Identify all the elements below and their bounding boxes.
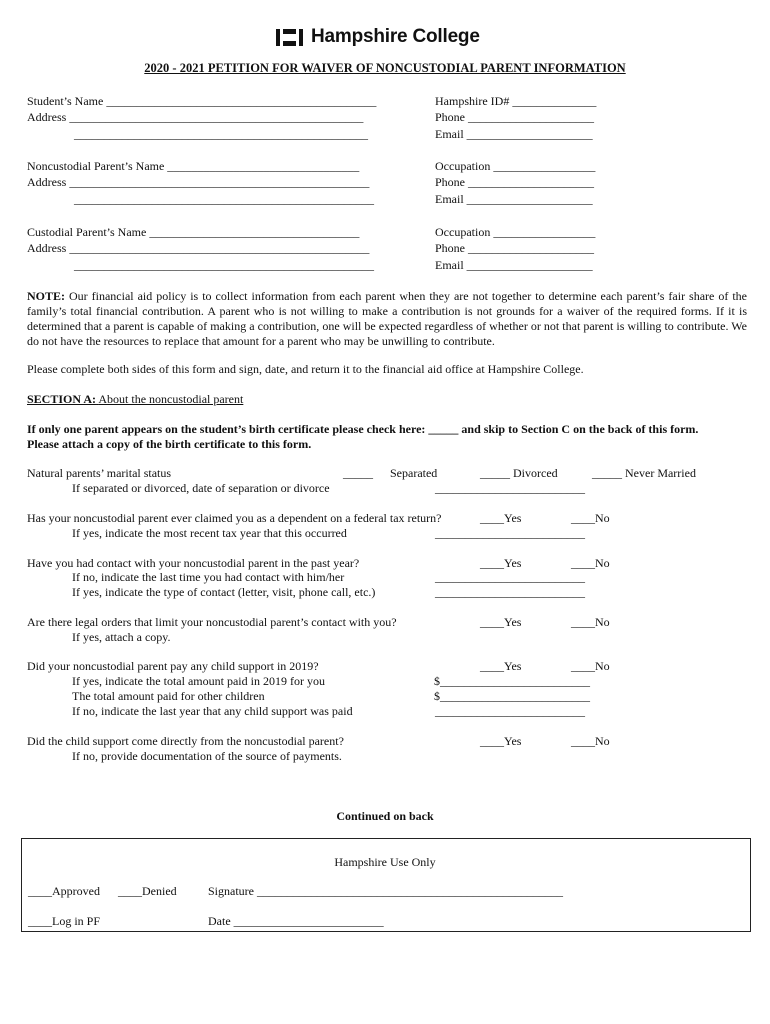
marital-status-question: Natural parents’ marital status <box>27 466 172 480</box>
noncustodial-address-line2[interactable]: __________________________________________________ <box>74 192 374 206</box>
student-address-line2[interactable]: _________________________________________________ <box>74 127 368 141</box>
child-support-question: Did your noncustodial parent pay any child support in 2019? <box>27 659 319 673</box>
marital-separated-blank[interactable]: _____ <box>343 466 373 480</box>
section-a-label: SECTION A: <box>27 392 97 406</box>
instructions-text: Please complete both sides of this form and sign, date, and return it to the financial aid office at Hampshire College. <box>27 362 584 376</box>
noncustodial-name-field[interactable]: Noncustodial Parent’s Name ________________________________ <box>27 159 360 173</box>
support-no-option[interactable]: ____No <box>571 659 610 673</box>
custodial-address-field[interactable]: Address __________________________________________________ <box>27 241 370 255</box>
support-amount-others-label: The total amount paid for other children <box>72 689 265 703</box>
log-in-pf-checkbox[interactable]: ____Log in PF <box>28 914 101 928</box>
last-contact-label: If no, indicate the last time you had contact with him/her <box>72 570 345 584</box>
approved-checkbox[interactable]: ____Approved <box>28 884 100 898</box>
section-a-heading <box>27 392 243 407</box>
support-amount-you-label: If yes, indicate the total amount paid in 2019 for you <box>72 674 325 688</box>
birth-certificate-note: Please attach a copy of the birth certificate to this form. <box>27 437 312 451</box>
legal-orders-question: Are there legal orders that limit your noncustodial parent’s contact with you? <box>27 615 397 629</box>
contact-question: Have you had contact with your noncustodial parent in the past year? <box>27 556 360 570</box>
custodial-name-field[interactable]: Custodial Parent’s Name ___________________________________ <box>27 225 360 239</box>
date-field[interactable]: Date _________________________ <box>208 914 384 928</box>
noncustodial-phone-field[interactable]: Phone _____________________ <box>435 175 594 189</box>
college-name: Hampshire College <box>311 26 480 47</box>
dependent-question: Has your noncustodial parent ever claimed you as a dependent on a federal tax return? <box>27 511 442 525</box>
support-amount-others-field[interactable]: $_________________________ <box>434 689 590 703</box>
college-logo-icon <box>276 29 303 46</box>
noncustodial-occupation-field[interactable]: Occupation _________________ <box>435 159 596 173</box>
last-support-year-label: If no, indicate the last year that any child support was paid <box>72 704 353 718</box>
student-phone-field[interactable]: Phone _____________________ <box>435 110 594 124</box>
tax-year-field[interactable]: _________________________ <box>435 526 585 540</box>
dependent-no-option[interactable]: ____No <box>571 511 610 525</box>
student-address-field[interactable]: Address _________________________________________________ <box>27 110 364 124</box>
birth-certificate-checkbox-line[interactable]: If only one parent appears on the student’s birth certificate please check here: _____ and skip to Section C on the back of this form. <box>27 422 699 436</box>
office-use-title: Hampshire Use Only <box>334 855 436 869</box>
support-yes-option[interactable]: ____Yes <box>480 659 522 673</box>
support-amount-you-field[interactable]: $_________________________ <box>434 674 590 688</box>
signature-field[interactable]: Signature ___________________________________________________ <box>208 884 563 898</box>
form-title: 2020 - 2021 PETITION FOR WAIVER OF NONCUSTODIAL PARENT INFORMATION <box>144 61 626 75</box>
legal-yes-option[interactable]: ____Yes <box>480 615 522 629</box>
note-text: Our financial aid policy is to collect information from each parent when they are not together to determine each parent’s fair share of the family’s total financial contribution. A parent who is not willing to make a contribution is not grounds for a waiver of the required forms. If it is determined that a parent is capable of making a contribution, one will be expected regardless of whether or not that parent is willing to contribute. We do not have the resources to replace that amount for a parent who may be unwilling to contribute. <box>27 289 747 348</box>
custodial-email-field[interactable]: Email _____________________ <box>435 258 593 272</box>
legal-attach-note: If yes, attach a copy. <box>72 630 171 644</box>
continued-on-back: Continued on back <box>336 809 434 823</box>
last-contact-field[interactable]: _________________________ <box>435 570 585 584</box>
dependent-yes-option[interactable]: ____Yes <box>480 511 522 525</box>
student-email-field[interactable]: Email _____________________ <box>435 127 593 141</box>
payment-source-note: If no, provide documentation of the source of payments. <box>72 749 342 763</box>
note-paragraph <box>27 289 747 349</box>
denied-checkbox[interactable]: ____Denied <box>118 884 177 898</box>
separation-date-field[interactable]: _________________________ <box>435 481 585 495</box>
noncustodial-address-field[interactable]: Address __________________________________________________ <box>27 175 370 189</box>
custodial-phone-field[interactable]: Phone _____________________ <box>435 241 594 255</box>
custodial-address-line2[interactable]: __________________________________________________ <box>74 258 374 272</box>
student-name-field[interactable]: Student’s Name _____________________________________________ <box>27 94 377 108</box>
custodial-occupation-field[interactable]: Occupation _________________ <box>435 225 596 239</box>
note-label: NOTE: <box>27 289 66 303</box>
contact-type-field[interactable]: _________________________ <box>435 585 585 599</box>
tax-year-label: If yes, indicate the most recent tax year that this occurred <box>72 526 347 540</box>
section-a-title: About the noncustodial parent <box>98 392 244 406</box>
marital-divorced-option[interactable]: _____ Divorced <box>480 466 558 480</box>
marital-separated-label: Separated <box>390 466 438 480</box>
marital-never-married-option[interactable]: _____ Never Married <box>592 466 696 480</box>
direct-support-question: Did the child support come directly from the noncustodial parent? <box>27 734 344 748</box>
contact-yes-option[interactable]: ____Yes <box>480 556 522 570</box>
direct-no-option[interactable]: ____No <box>571 734 610 748</box>
separation-date-label: If separated or divorced, date of separation or divorce <box>72 481 330 495</box>
hampshire-id-field[interactable]: Hampshire ID# ______________ <box>435 94 597 108</box>
contact-type-label: If yes, indicate the type of contact (letter, visit, phone call, etc.) <box>72 585 376 599</box>
noncustodial-email-field[interactable]: Email _____________________ <box>435 192 593 206</box>
last-support-year-field[interactable]: _________________________ <box>435 704 585 718</box>
direct-yes-option[interactable]: ____Yes <box>480 734 522 748</box>
legal-no-option[interactable]: ____No <box>571 615 610 629</box>
college-logo <box>276 25 480 49</box>
contact-no-option[interactable]: ____No <box>571 556 610 570</box>
